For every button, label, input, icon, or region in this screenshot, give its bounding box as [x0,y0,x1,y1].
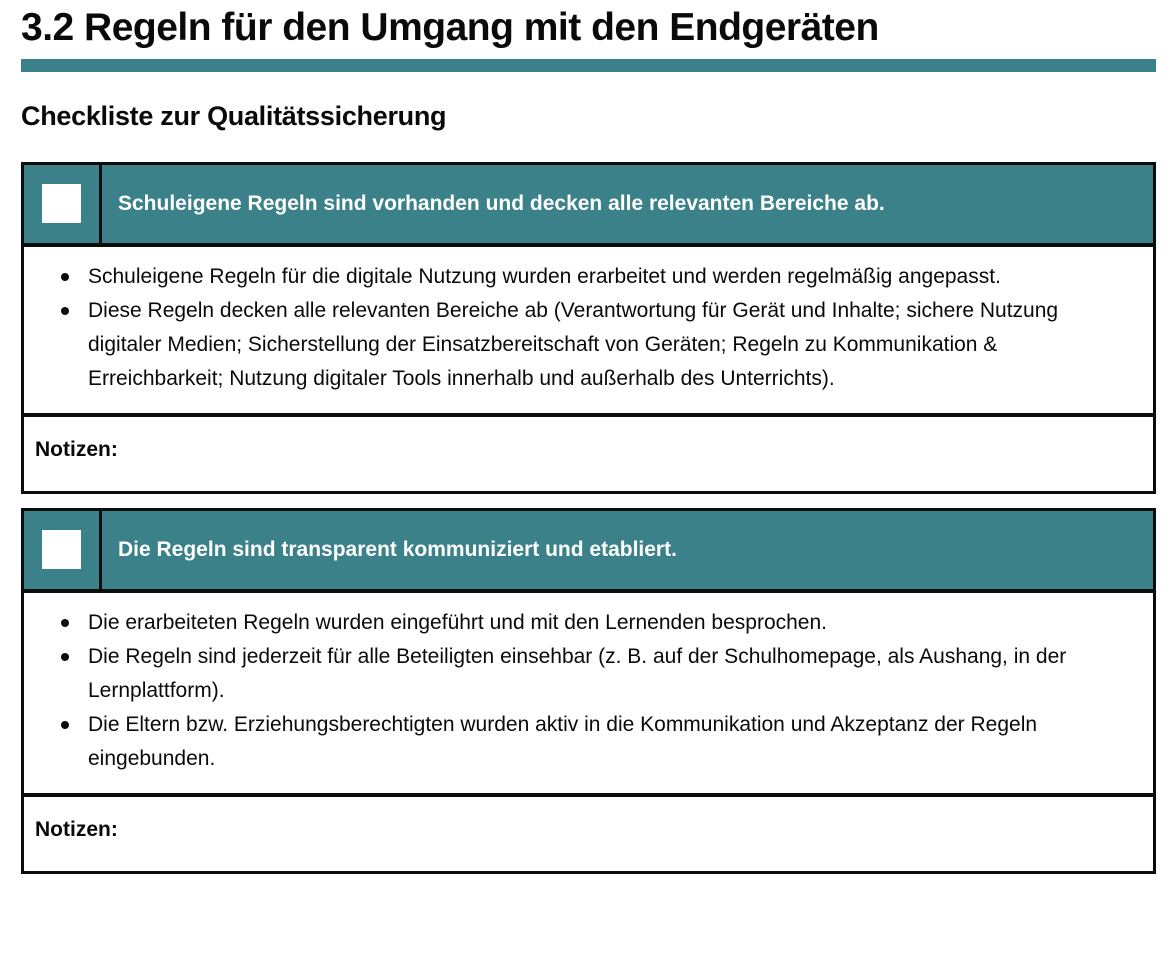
checklist-1-header-row [24,165,1153,247]
checklist-table-1 [21,162,1156,494]
checklist-2-notes-section [24,793,1153,871]
checklist-1-criteria-section [24,247,1153,413]
checklist-2-criteria-list [58,606,1117,776]
checklist-1-notes-section [24,413,1153,491]
criteria-item: Schuleigene Regeln für die digitale Nutzung wurden erarbeitet und werden regelmäßig angepasst. [58,260,1117,294]
checklist-table-2 [21,508,1156,874]
notes-label: Notizen: [35,817,118,841]
checklist-2-header-label: Die Regeln sind transparent kommuniziert und etabliert. [118,538,677,562]
checklist-2-checkbox-cell [24,511,102,589]
checklist-1-checkbox-cell [24,165,102,243]
criteria-item: Die erarbeiteten Regeln wurden eingeführt und mit den Lernenden besprochen. [58,606,1117,640]
criteria-item: Die Regeln sind jederzeit für alle Beteiligten einsehbar (z. B. auf der Schulhomepage, als Aushang, in der Lernplattform). [58,640,1117,708]
accent-divider-bar [21,59,1156,72]
checklist-2-header-row [24,511,1153,593]
page-title: 3.2 Regeln für den Umgang mit den Endgeräten [21,6,879,49]
checklist-1-header-label: Schuleigene Regeln sind vorhanden und decken alle relevanten Bereiche ab. [118,192,885,216]
section-subtitle: Checkliste zur Qualitätssicherung [21,100,447,131]
criteria-item: Diese Regeln decken alle relevanten Bereiche ab (Verantwortung für Gerät und Inhalte; sichere Nutzung digitaler Medien; Sicherstellung der Einsatzbereitschaft von Geräten; Regeln zu Kommunikation & Erreichbarkeit; Nutzung digitaler Tools innerhalb und außerhalb des Unterrichts). [58,294,1117,396]
checklist-2-criteria-section [24,593,1153,793]
checklist-1-criteria-list [58,260,1117,396]
criteria-item: Die Eltern bzw. Erziehungsberechtigten wurden aktiv in die Kommunikation und Akzeptanz der Regeln eingebunden. [58,708,1117,776]
checklist-1-checkbox[interactable] [42,184,81,223]
notes-label: Notizen: [35,437,118,461]
checklist-2-checkbox[interactable] [42,530,81,569]
